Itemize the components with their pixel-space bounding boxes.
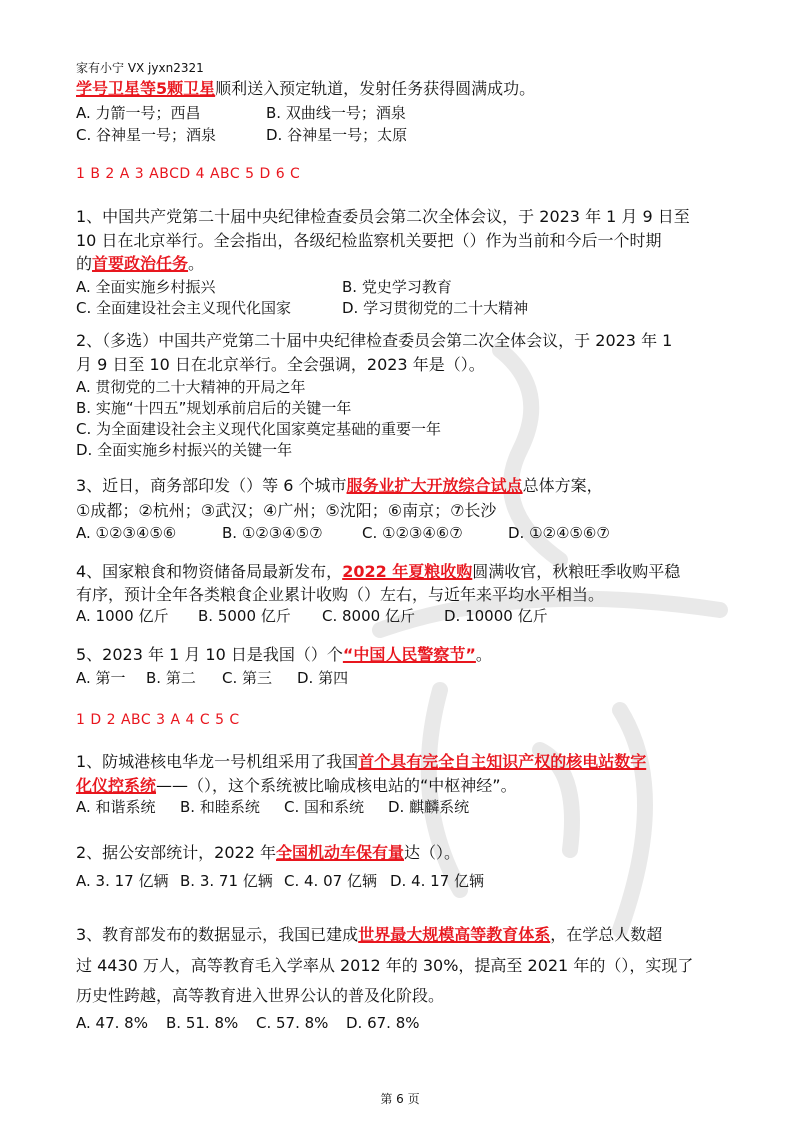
question-text — [76, 924, 662, 946]
option-c: C. 全面建设社会主义现代化国家 — [76, 299, 292, 317]
option-d: D. 麒麟系统 — [388, 798, 470, 816]
option-d: D. 4. 17 亿辆 — [390, 872, 485, 890]
question-text — [76, 78, 535, 100]
answer-key: 1 D 2 ABC 3 A 4 C 5 C — [76, 712, 240, 728]
option-d: D. 67. 8% — [346, 1014, 420, 1032]
option-a: A. 1000 亿斤 — [76, 607, 169, 625]
question-text-part: 达（）。 — [404, 843, 461, 862]
options-row — [76, 796, 469, 818]
question-text-part: 1、防城港核电华龙一号机组采用了我国 — [76, 752, 359, 771]
options-row — [76, 522, 610, 544]
option-b: B. 实施“十四五”规划承前启后的关键一年 — [76, 399, 352, 417]
question-text: 2、（多选）中国共产党第二十届中央纪律检查委员会第二次全体会议，于 2023 年 1 — [76, 331, 673, 350]
highlight: 服务业扩大开放综合试点 — [346, 476, 523, 495]
option-d: D. ①②④⑤⑥⑦ — [508, 524, 610, 542]
question-text: ①成都；②杭州；③武汉；④广州；⑤沈阳；⑥南京；⑦长沙 — [76, 501, 497, 520]
answer-key: 1 B 2 A 3 ABCD 4 ABC 5 D 6 C — [76, 166, 301, 182]
options-row — [76, 605, 548, 627]
question-text-part: ——（），这个系统被比喻成核电站的“中枢神经”。 — [156, 776, 517, 795]
option-c: C. 国和系统 — [284, 798, 365, 816]
option-c: C. 谷神星一号；酒泉 — [76, 126, 217, 144]
question-text-part: 4、国家粮食和物资储备局最新发布， — [76, 562, 343, 581]
question-text: 10 日在北京举行。全会指出，各级纪检监察机关要把（）作为当前和今后一个时期 — [76, 231, 662, 250]
option-a: A. 和谐系统 — [76, 798, 156, 816]
question-text — [76, 561, 680, 583]
question-text-part: 。 — [188, 254, 205, 273]
question-text: 1、中国共产党第二十届中央纪律检查委员会第二次全体会议，于 2023 年 1 月 9 日至 — [76, 207, 690, 226]
highlight: “中国人民警察节” — [342, 645, 476, 664]
options-row — [76, 102, 406, 124]
options-row — [76, 124, 407, 146]
option-c: C. 57. 8% — [256, 1014, 329, 1032]
question-text — [76, 253, 204, 275]
option-d: D. 学习贯彻党的二十大精神 — [342, 299, 529, 317]
option-c: C. 为全面建设社会主义现代化国家奠定基础的重要一年 — [76, 420, 442, 438]
option-c: C. 8000 亿斤 — [322, 607, 415, 625]
option-a: A. 3. 17 亿辆 — [76, 872, 169, 890]
option-a: A. 贯彻党的二十大精神的开局之年 — [76, 378, 306, 396]
options-row — [76, 1012, 420, 1034]
option-b: B. 5000 亿斤 — [198, 607, 291, 625]
option-d: D. 全面实施乡村振兴的关键一年 — [76, 441, 293, 459]
option-b: B. 3. 71 亿辆 — [180, 872, 273, 890]
question-text — [76, 842, 460, 864]
option-b: B. 51. 8% — [166, 1014, 239, 1032]
question-text-part: ，在学总人数超 — [550, 925, 663, 944]
option-d: D. 第四 — [297, 669, 349, 687]
option-b: B. 和睦系统 — [180, 798, 260, 816]
header-contact: 家有小宁 VX jyxn2321 — [76, 61, 204, 75]
options-row — [76, 276, 452, 298]
question-text-part: 2、据公安部统计，2022 年 — [76, 843, 276, 862]
question-text: 过 4430 万人，高等教育毛入学率从 2012 年的 30%，提高至 2021 年的（），实现了 — [76, 956, 694, 975]
option-a: A. ①②③④⑤⑥ — [76, 524, 177, 542]
highlight: 全国机动车保有量 — [276, 843, 405, 862]
highlight: 学号卫星等5颗卫星 — [76, 79, 216, 98]
question-text — [76, 475, 603, 497]
page-number: 第 6 页 — [380, 1092, 420, 1106]
option-b: B. 党史学习教育 — [342, 278, 452, 296]
question-text-part: 圆满收官，秋粮旺季收购平稳 — [472, 562, 681, 581]
options-row — [76, 297, 528, 319]
option-a: A. 第一 — [76, 669, 126, 687]
question-text-part: 总体方案， — [522, 476, 603, 495]
option-c: C. 第三 — [222, 669, 273, 687]
highlight: 首个具有完全自主知识产权的核电站数字 — [358, 752, 647, 771]
question-text — [76, 751, 646, 773]
option-c: C. ①②③④⑥⑦ — [362, 524, 463, 542]
question-text-part: 。 — [475, 645, 492, 664]
question-text-part: 3、教育部发布的数据显示，我国已建成 — [76, 925, 359, 944]
highlight: 首要政治任务 — [92, 254, 189, 273]
option-a: A. 47. 8% — [76, 1014, 148, 1032]
option-d: D. 谷神星一号；太原 — [266, 126, 408, 144]
option-b: B. 第二 — [146, 669, 196, 687]
option-b: B. 双曲线一号；酒泉 — [266, 104, 406, 122]
option-c: C. 4. 07 亿辆 — [284, 872, 377, 890]
option-d: D. 10000 亿斤 — [444, 607, 548, 625]
option-b: B. ①②③④⑤⑦ — [222, 524, 323, 542]
option-a: A. 全面实施乡村振兴 — [76, 278, 216, 296]
question-text-part: 顺利送入预定轨道，发射任务获得圆满成功。 — [215, 79, 536, 98]
question-text-part: 5、2023 年 1 月 10 日是我国（）个 — [76, 645, 343, 664]
options-row — [76, 667, 348, 689]
highlight: 世界最大规模高等教育体系 — [358, 925, 551, 944]
option-a: A. 力箭一号；西昌 — [76, 104, 201, 122]
question-text: 月 9 日至 10 日在北京举行。全会强调，2023 年是（）。 — [76, 355, 485, 374]
highlight: 2022 年夏粮收购 — [342, 562, 473, 581]
highlight: 化仪控系统 — [76, 776, 157, 795]
options-row — [76, 870, 484, 892]
question-text — [76, 775, 517, 797]
question-text: 有序，预计全年各类粮食企业累计收购（）左右，与近年来平均水平相当。 — [76, 585, 605, 604]
question-text: 历史性跨越，高等教育进入世界公认的普及化阶段。 — [76, 986, 445, 1005]
question-text-part: 3、近日，商务部印发（）等 6 个城市 — [76, 476, 347, 495]
question-text — [76, 644, 492, 666]
question-text-part: 的 — [76, 254, 93, 273]
